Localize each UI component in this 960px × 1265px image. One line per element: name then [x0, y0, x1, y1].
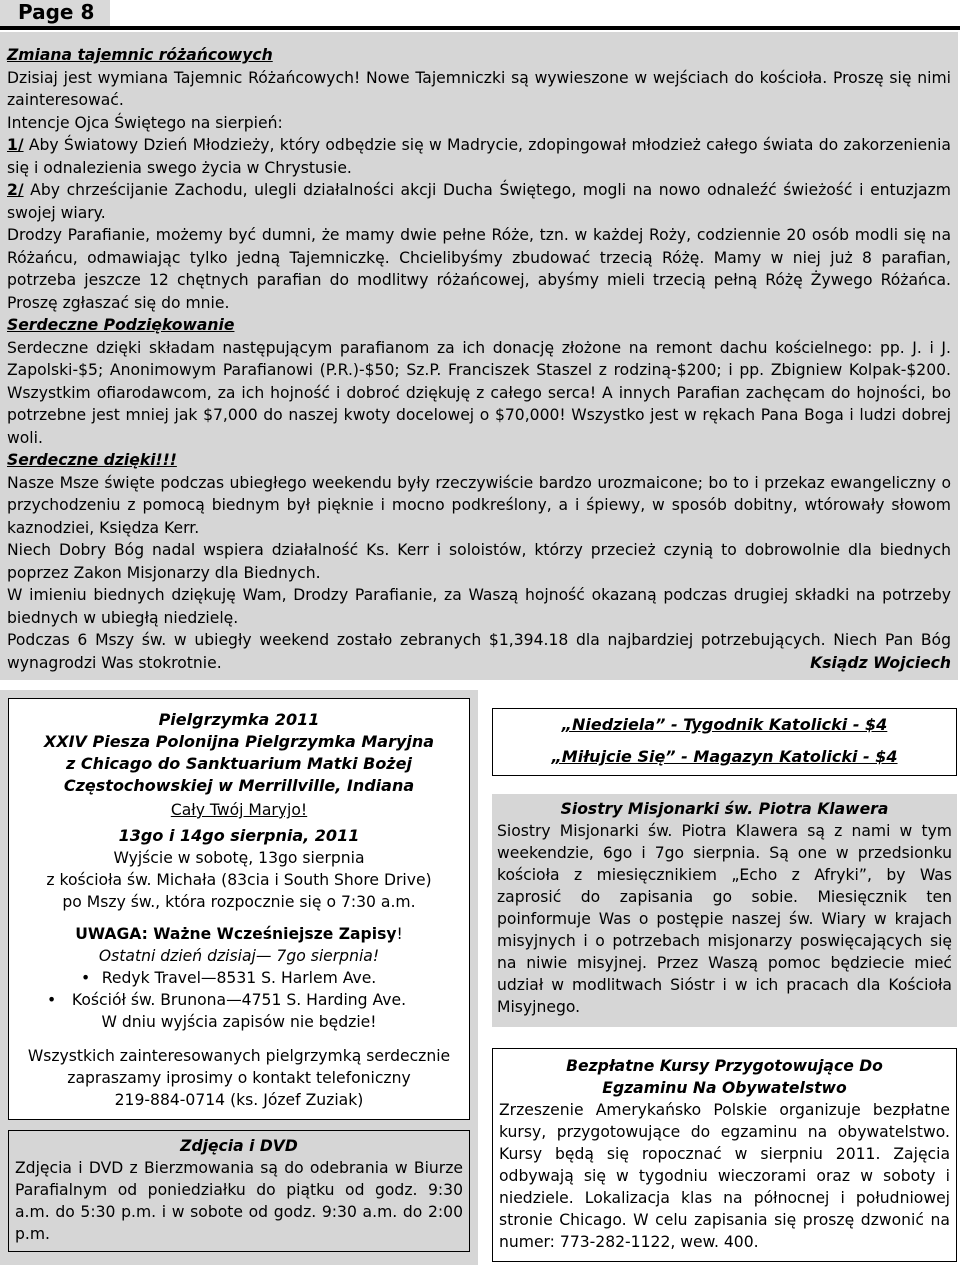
magazines-box — [492, 708, 957, 776]
intentions-heading: Intencje Ojca Świętego na sierpień: — [7, 113, 283, 132]
intention-2-number: 2/ — [7, 181, 24, 199]
signature: Ksiądz Wojciech — [810, 653, 951, 672]
left-column — [0, 690, 478, 1265]
signup-location-1: Redyk Travel—8531 S. Harlem Ave. — [101, 969, 377, 987]
contact-line3: 219-884-0714 (ks. Józef Zuziak) — [114, 1091, 364, 1109]
sisters-title: Siostry Misjonarki św. Piotra Klawera — [560, 800, 889, 818]
bullet-icon: • — [81, 969, 91, 987]
last-day: Ostatni dzień dzisiaj— 7go sierpnia! — [98, 947, 380, 965]
rosary-heading: Zmiana tajemnic różańcowych — [7, 46, 273, 64]
intention-1-text: Aby Światowy Dzień Młodzieży, który odbędzie się w Madrycie, zdopingował młodzież całego świata do zakorzenienia się i odnalezienia swego życia w Chrystusie. — [7, 136, 951, 177]
bullet-icon: • — [47, 991, 57, 1009]
contact-line1: Wszystkich zainteresowanych pielgrzymką serdecznie — [27, 1047, 451, 1065]
signup-locations — [17, 967, 461, 1011]
collection-paragraph — [7, 629, 951, 674]
course-title-line1: Bezpłatne Kursy Przygotowujące Do — [566, 1057, 883, 1075]
thanks2-heading: Serdeczne dzięki!!! — [7, 451, 177, 469]
magazine-niedziela: „Niedziela” - Tygodnik Katolicki - $4 — [561, 715, 888, 734]
collection-text: Podczas 6 Mszy św. w ubiegły weekend zostało zebranych $1,394.18 dla najbardziej potrzebujących. Niech Pan Bóg wynagrodzi Was stokrotnie. — [7, 631, 951, 672]
header-rule — [0, 26, 960, 30]
pilgrimage-line3: z Chicago do Sanktuarium Matki Bożej — [66, 754, 412, 773]
warning-text: UWAGA: Ważne Wcześniejsze Zapisy — [75, 925, 397, 943]
sisters-text: Siostry Misjonarki św. Piotra Klawera są z nami w tym weekendzie, 6go i 7go sierpnia. Są one w przedsionku kościoła z miesięcznikiem „Echo z Afryki”, by Was zaprosić do zapisania go sobie. Miesięcznik ten poinformuje Was o postępie naszej św. Wiary w krajach misyjnych i o potrzebach misjonarzy poswięcających się na niwie misyjnej. Przez Waszą pomoc będziecie mieć udział w modlitwach Sióstr i w ich pracach dla Kościoła Misyjnego. — [497, 822, 952, 1016]
course-title-line2: Egzaminu Na Obywatelstwo — [602, 1079, 847, 1097]
pilgrimage-box — [8, 698, 470, 1120]
photos-box — [8, 1130, 470, 1252]
list-item — [17, 989, 461, 1011]
pilgrimage-motto: Cały Twój Maryjo! — [170, 801, 308, 819]
pilgrimage-line2: XXIV Piesza Polonijna Pielgrzymka Maryjna — [43, 732, 435, 751]
magazine-milujcie: „Miłujcie Się” - Magazyn Katolicki - $4 — [551, 747, 898, 766]
page-header — [0, 0, 960, 30]
depart-line2: z kościoła św. Michała (83cia i South Shore Drive) — [46, 871, 432, 889]
photos-title: Zdjęcia i DVD — [180, 1137, 298, 1155]
warning-end: ! — [396, 925, 403, 943]
intention-1-number: 1/ — [7, 136, 24, 154]
intention-2 — [7, 179, 951, 224]
course-text: Zrzeszenie Amerykańsko Polskie organizuje bezpłatne kursy, przygotowujące do egzaminu na obywatelstwo. Kursy będą się ropocznać w sierpniu 2011. Zajęcia odbywają się w tygodniu wieczorami oraz w soboty i niedziele. Lokalizacja klas na północnej i południowej stronie Chicago. W celu zapisania się proszę dzwonić na numer: 773-282-1122, wew. 400. — [499, 1101, 950, 1251]
intention-1 — [7, 134, 951, 179]
poor-text: W imieniu biednych dziękuję Wam, Drodzy Parafianie, za Waszą hojność okazaną podczas drugiej składki na potrzeby biednych w ubiegłą niedzielę. — [7, 586, 951, 627]
main-article — [0, 32, 958, 680]
roses-text: Drodzy Parafianie, możemy być dumni, że mamy dwie pełne Róże, tzn. w każdej Roży, codziennie 20 osób modli się na Różańcu, odmawiając tylko jedną Tajemniczkę. Chcielibyśmy zbudować trzecią Różę. Mamy w niej już 8 parafian, potrzeba jeszcze 12 chętnych parafian do modlitwy różańcowej, abyśmy mieli trzecią pełną Różę Żywego Różańca. Proszę zgłaszać się do mnie. — [7, 226, 951, 312]
citizenship-course-box — [492, 1048, 957, 1262]
pilgrimage-dates: 13go i 14go sierpnia, 2011 — [118, 826, 360, 845]
pilgrimage-line4: Częstochowskiej w Merrillville, Indiana — [63, 776, 415, 795]
sisters-box — [492, 794, 957, 1027]
signup-location-2: Kościół św. Brunona—4751 S. Harding Ave. — [71, 991, 407, 1009]
pilgrimage-title: Pielgrzymka 2011 — [158, 710, 320, 729]
list-item — [17, 967, 461, 989]
thanks-heading: Serdeczne Podziękowanie — [7, 316, 235, 334]
page-number-label: Page 8 — [0, 0, 110, 30]
blessing-text: Niech Dobry Bóg nadal wspiera działalność Ks. Kerr i soloistów, którzy przecież czynią to dobrowolnie dla biednych poprzez Zakon Misjonarzy dla Biednych. — [7, 541, 951, 582]
thanks-text: Serdeczne dzięki składam następującym parafianom za ich donację złożone na remont dachu kościelnego: pp. J. i J. Zapolski-$5; Anonimowym Parafianowi (P.R.)-$50; Sz.P. Franciszek Staszel z rodziną-$200; i pp. Zbigniew Kolpak-$200. Wszystkim ofiarodawcom, za ich hojność i dobroć dziękuję z całego serca! A innych Parafian zachęcam do hojności, bo potrzebne jest mniej jak $7,000 do naszej kwoty docelowej o $70,000! Wszystko jest w rękach Pana Boga i ludzi dobrej woli. — [7, 338, 951, 447]
mass-text: Nasze Msze święte podczas ubiegłego weekendu były rzeczywiście bardzo urozmaicone; bo to i przekaz ewangeliczny o przychodzeniu z pomocą biednym był pięknie i mocno podkreślony, a i śpiewy, w sposób dobitny, wtórowały słowom kaznodziei, Księdza Kerr. — [7, 473, 951, 537]
contact-line2: zapraszamy iprosimy o kontakt telefoniczny — [67, 1069, 411, 1087]
depart-line1: Wyjście w sobotę, 13go sierpnia — [113, 849, 365, 867]
rosary-text: Dzisiaj jest wymiana Tajemnic Różańcowych! Nowe Tajemniczki są wywieszone w wejściach do kościoła. Proszę się nimi zainteresować. — [7, 68, 951, 109]
intention-2-text: Aby chrześcijanie Zachodu, ulegli działalności akcji Ducha Świętego, mogli na nowo odnaleźć świeżość i entuzjazm swojej wiary. — [7, 181, 951, 222]
depart-line3: po Mszy św., która rozpocznie się o 7:30 a.m. — [62, 893, 416, 911]
no-signup-note: W dniu wyjścia zapisów nie będzie! — [101, 1013, 377, 1031]
photos-text: Zdjęcia i DVD z Bierzmowania są do odebrania w Biurze Parafialnym od poniedziałku do piątku od godz. 9:30 a.m. do 5:30 p.m. i w sobote od godz. 9:30 a.m. do 2:00 p.m. — [15, 1159, 463, 1243]
